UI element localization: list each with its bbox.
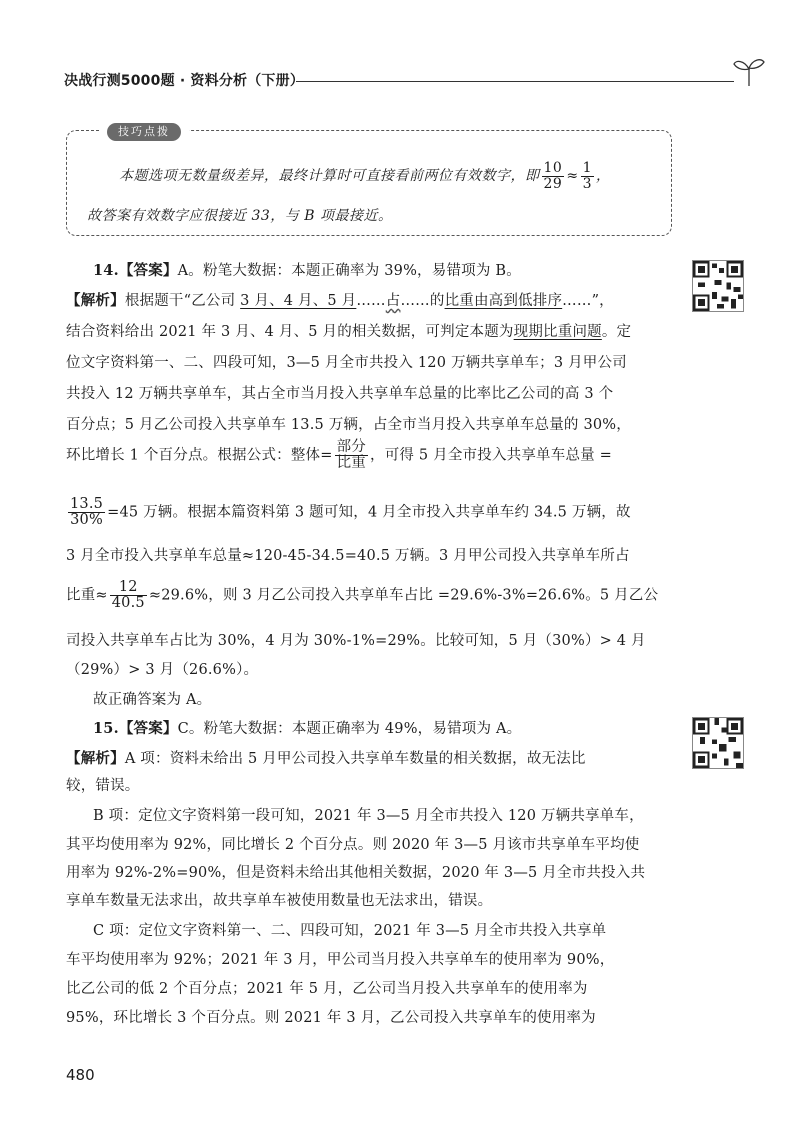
q14-analysis-line: 结合资料给出 2021 年 3 月、4 月、5 月的相关数据，可判定本题为现期比重问题。定 <box>66 324 632 340</box>
tip-text-line-1: 本题选项无数量级差异，最终计算时可直接看前两位有效数字，即 $\frac{10}{29}$ ≈ $\frac{1}{3}$ ， <box>119 160 611 192</box>
q14-analysis-line: （29%）> 3 月（26.6%）。 <box>66 662 259 678</box>
q14-analysis-line: 3 月全市投入共享单车总量≈120-45-34.5=40.5 万辆。3 月甲公司投入共享单车所占 <box>66 548 630 564</box>
fraction-13.5-30: $\frac{13.5}{30\%}$ <box>70 496 104 529</box>
q15-analysis-line: 其平均使用率为 92%，同比增长 2 个百分点。则 2020 年 3—5 月该市共享单车平均使 <box>66 837 640 853</box>
tip-text-line-2: 故答案有效数字应很接近 33，与 B 项最接近。 <box>87 208 393 224</box>
q15-answer: 15.【答案】C。粉笔大数据：本题正确率为 49%，易错项为 A。 <box>93 720 522 737</box>
fraction-10-29: $\frac{10}{29}$ <box>543 160 563 192</box>
qr-code-icon <box>693 261 743 311</box>
fraction-part-over-ratio: $\frac{\text{部分}}{\text{比重}}$ <box>336 439 366 472</box>
q14-analysis-line: 【解析】根据题干“乙公司 3 月、4 月、5 月……占……的比重由高到低排序……”， <box>66 292 614 309</box>
q15-analysis-line: 比乙公司的低 2 个百分点；2021 年 5 月，乙公司当月投入共享单车的使用率为 <box>66 981 588 997</box>
fraction-1-3: $\frac{1}{3}$ <box>582 160 592 192</box>
tip-badge: 技巧点拨 <box>99 121 189 143</box>
q14-analysis-line: 司投入共享单车占比为 30%，4 月为 30%-1%=29%。比较可知，5 月（30%）> 4 月 <box>66 633 646 649</box>
q14-analysis-line: 百分点；5 月乙公司投入共享单车 13.5 万辆，占全市当月投入共享单车总量的 30%， <box>66 417 631 433</box>
tip-box <box>66 125 672 236</box>
q15-analysis-line: 【解析】A 项：资料未给出 5 月甲公司投入共享单车数量的相关数据，故无法比 <box>66 750 586 767</box>
qr-code-q14[interactable] <box>692 260 744 312</box>
q14-conclusion: 故正确答案为 A。 <box>93 692 212 708</box>
q14-formula-line: 比重≈ $\frac{12}{40.5}$ ≈29.6%，则 3 月乙公司投入共享单车占比 =29.6%-3%=26.6%。5 月乙公 <box>66 579 659 612</box>
q14-formula-line: 环比增长 1 个百分点。根据公式：整体= $\frac{\text{部分}}{\text{比重}}$ ，可得 5 月全市投入共享单车总量 = <box>66 439 613 472</box>
q14-answer: 14.【答案】A。粉笔大数据：本题正确率为 39%，易错项为 B。 <box>93 262 521 279</box>
q14-analysis-line: 位文字资料第一、二、四段可知，3—5 月全市共投入 120 万辆共享单车；3 月甲公司 <box>66 355 627 371</box>
sprout-icon <box>732 56 766 88</box>
header-rule <box>296 81 734 82</box>
q15-analysis-line: 95%，环比增长 3 个百分点。则 2021 年 3 月，乙公司投入共享单车的使用率为 <box>66 1010 596 1026</box>
fraction-12-40.5: $\frac{12}{40.5}$ <box>111 579 145 612</box>
q14-analysis-line: 共投入 12 万辆共享单车，其占全市当月投入共享单车总量的比率比乙公司的高 3 个 <box>66 386 614 402</box>
q15-analysis-line: 用率为 92%-2%=90%，但是资料未给出其他相关数据，2020 年 3—5 月全市共投入共 <box>66 865 646 881</box>
running-header <box>64 68 754 98</box>
q15-analysis-line: 享单车数量无法求出，故共享单车被使用数量也无法求出，错误。 <box>66 893 493 909</box>
page-number: 480 <box>66 1066 95 1084</box>
book-title: 决战行测5000题 · 资料分析（下册） <box>64 73 305 89</box>
q15-analysis-line: 车平均使用率为 92%；2021 年 3 月，甲公司当月投入共享单车的使用率为 90%， <box>66 952 615 968</box>
qr-code-icon <box>693 718 743 768</box>
q15-analysis-line: 较，错误。 <box>66 778 140 794</box>
q14-formula-line: $\frac{13.5}{30\%}$ =45 万辆。根据本篇资料第 3 题可知，4 月全市投入共享单车约 34.5 万辆，故 <box>70 496 631 529</box>
q15-analysis-line: B 项：定位文字资料第一段可知，2021 年 3—5 月全市共投入 120 万辆共享单车， <box>93 808 644 824</box>
q15-analysis-line: C 项：定位文字资料第一、二、四段可知，2021 年 3—5 月全市共投入共享单 <box>93 923 607 939</box>
qr-code-q15[interactable] <box>692 717 744 769</box>
